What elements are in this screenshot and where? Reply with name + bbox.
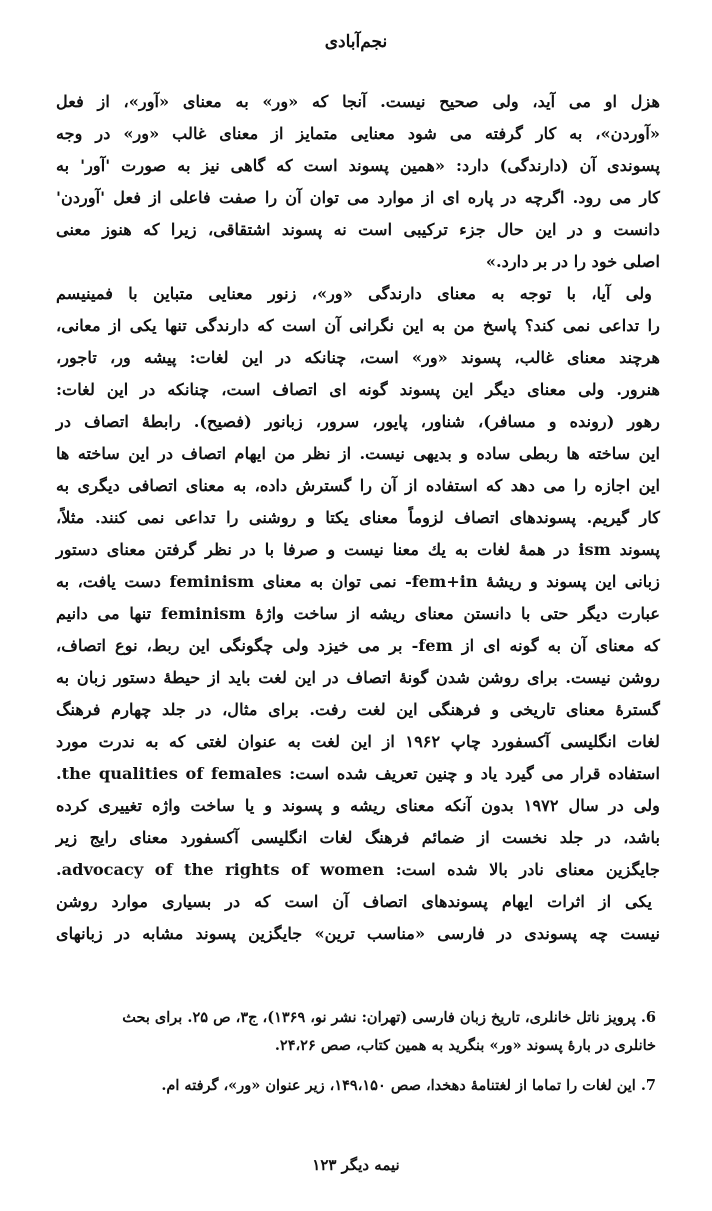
body-line: پسوندی آن (دارندگی) دارد: «همین پسوند است که گاهی نیز به صورت 'آور' به: [56, 156, 660, 175]
body-line: باشد، در جلد نخست از ضمائم فرهنگ لغات انگلیسی آکسفورد معنای رایج زیر: [56, 828, 660, 847]
page-footer-folio: نیمه دیگر ۱۲۳: [312, 1156, 400, 1174]
body-line: پسوند ism در همهٔ لغات به یك معنا نیست و صرفا با در نظر گرفتن معنای دستور: [56, 540, 660, 559]
footnote-line: 7. این لغات را تماما از لغتنامهٔ دهخدا، صص ۱۴۹،۱۵۰، زیر عنوان «ور»، گرفته ام.: [161, 1077, 656, 1094]
body-line: استفاده قرار می گیرد یاد و چنین تعریف شده است: the qualities of females.: [56, 764, 660, 783]
body-line: کار گیریم. پسوندهای اتصاف لزوماً معنای یکتا و روشنی را تداعی نمی کنند. مثلاً،: [56, 508, 660, 527]
footnotes: [56, 1004, 656, 1112]
body-line: «آوردن»، به کار گرفته می شود معنایی متمایز از معنای غالب «ور» در وجه: [56, 124, 660, 143]
footnote-line: خانلری در بارهٔ پسوند «ور» بنگرید به همین کتاب، صص ۲۴،۲۶.: [274, 1037, 656, 1054]
running-head: نجم‌آبادی: [324, 32, 388, 52]
body-line: گسترهٔ معنای تاریخی و فرهنگی این لغت رفت. برای مثال، در جلد چهارم فرهنگ: [56, 700, 660, 719]
body-line: هرچند معنای غالب، پسوند «ور» است، چنانکه در این لغات: پیشه ور، تاجور،: [56, 348, 660, 367]
body-line: نیست چه پسوندی در فارسی «مناسب ترین» جایگزین پسوند مشابه در زبانهای: [56, 924, 660, 943]
body-line: عبارت دیگر حتی با دانستن معنای ریشه از ساخت واژهٔ feminism تنها می دانیم: [56, 604, 660, 623]
body-line: دانست و در این حال جزء ترکیبی است نه پسوند اشتقاقی، زیرا که هنوز معنی: [56, 220, 660, 239]
footnote: [56, 1072, 656, 1100]
body-line: یکی از اثرات ایهام پسوندهای اتصاف آن است که در بسیاری موارد روشن: [56, 892, 652, 911]
body-line: که معنای آن به گونه ای از fem- بر می خیزد ولی چگونگی این ربط، نوع اتصاف،: [56, 636, 660, 655]
footnote-line: 6. پرویز ناتل خانلری، تاریخ زبان فارسی (تهران: نشر نو، ۱۳۶۹)، ج۳، ص ۲۵. برای بحث: [122, 1009, 656, 1026]
body-line: این ساخته ها ربطی ساده و بدیهی نیست. از نظر من ایهام اتصاف در این ساخته ها: [56, 444, 660, 463]
body-text: [56, 86, 660, 950]
body-line: جایگزین معنای نادر بالا شده است: advocacy of the rights of women.: [56, 860, 660, 879]
body-line: رهور (رونده و مسافر)، شناور، پایور، سرور، زبانور (فصیح). رابطهٔ اتصاف در: [56, 412, 660, 431]
body-line: ولی آیا، با توجه به معنای دارندگی «ور»، زنور معنایی متباین با فمینیسم: [56, 284, 652, 303]
body-line: این اجازه را می دهد که استفاده از آن را گسترش داده، به معنای اتصافی دیگری به: [56, 476, 660, 495]
body-line: روشن نیست. برای روشن شدن گونهٔ اتصاف در این لغت باید از حیطهٔ دستور زبان به: [56, 668, 660, 687]
body-line: زبانی این پسوند و ریشهٔ fem+in- نمی توان به معنای feminism دست یافت، به: [56, 572, 661, 591]
body-line: اصلی خود را در بر دارد.»: [485, 252, 660, 271]
body-line: را تداعی نمی کند؟ پاسخ من به این نگرانی آن است که دارندگی تنها یکی از معانی،: [56, 316, 660, 335]
body-line: لغات انگلیسی آکسفورد چاپ ۱۹۶۲ از این لغت به عنوان لغتی که به ندرت مورد: [56, 732, 660, 751]
body-line: هنرور. ولی معنای دیگر این پسوند گونه ای اتصاف است، چنانکه در این لغات:: [56, 380, 660, 399]
body-line: هزل او می آید، ولی صحیح نیست. آنجا که «ور» به معنای «آور»، از فعل: [56, 92, 660, 111]
body-line: کار می رود. اگرچه در پاره ای از موارد می توان آن را صفت فاعلی از فعل 'آوردن': [56, 188, 660, 207]
body-line: ولی در سال ۱۹۷۲ بدون آنکه معنای ریشه و پسوند و یا ساخت واژه تغییری کرده: [56, 796, 660, 815]
footnote: [56, 1004, 656, 1060]
